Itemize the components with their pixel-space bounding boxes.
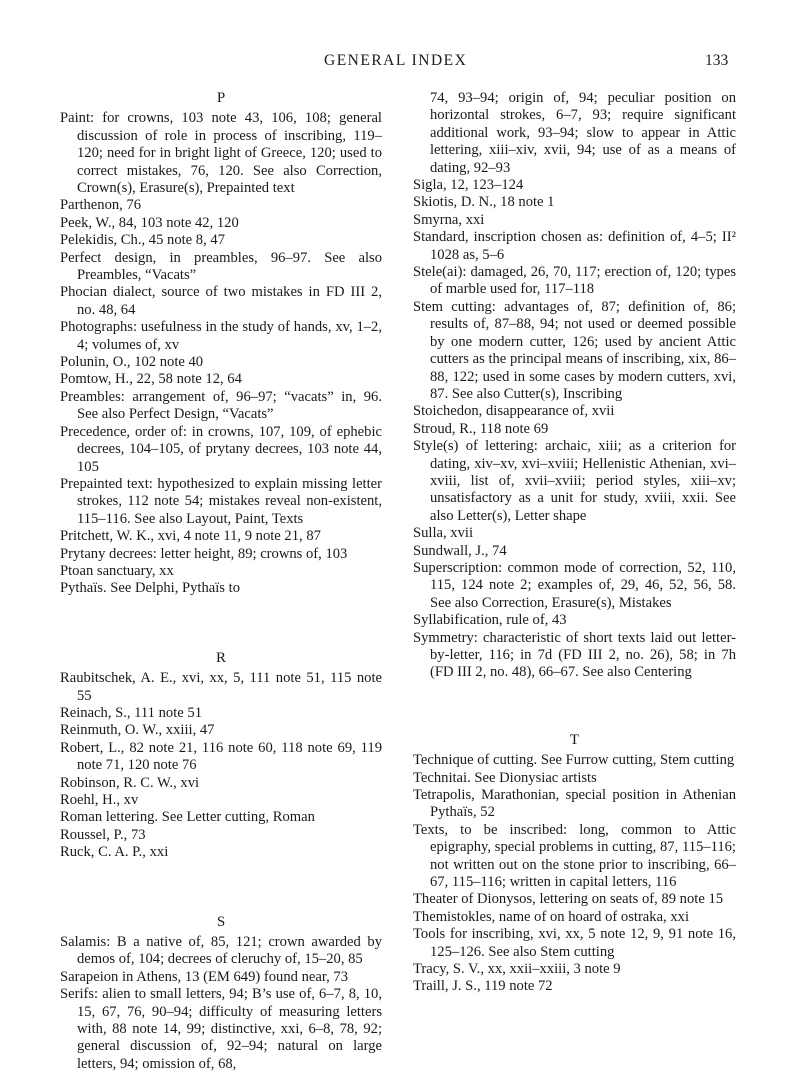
index-entry: Robinson, R. C. W., xvi <box>60 774 200 791</box>
index-entry: Phocian dialect, source of two mistakes in FD III 2, no. 48, 64 <box>60 284 382 318</box>
index-entry: Skiotis, D. N., 18 note 1 <box>413 194 555 211</box>
index-entry: Symmetry: characteristic of short texts laid out letter-by-letter, 116; in 7d (FD III 2, no. 26), 58; in 7h (FD III 2, no. 48), 66–67. See also Centering <box>413 629 736 681</box>
index-entry: Tools for inscribing, xvi, xx, 5 note 12, 9, 91 note 16, 125–126. See also Stem cutting <box>413 926 736 960</box>
index-entry: Preambles: arrangement of, 96–97; “vacats” in, 96. See also Perfect Design, “Vacats” <box>60 388 382 423</box>
index-entry: Parthenon, 76 <box>60 197 142 214</box>
section-letter-r: R <box>215 649 226 666</box>
index-entry: Roman lettering. See Letter cutting, Roman <box>60 809 315 826</box>
index-entry: Precedence, order of: in crowns, 107, 109, of ephebic decrees, 104–105, of prytany decrees, 103 note 44, 105 <box>60 423 382 475</box>
index-entry: Pritchett, W. K., xvi, 4 note 11, 9 note 21, 87 <box>60 528 321 545</box>
index-entry: Smyrna, xxi <box>413 211 485 228</box>
index-entry: Sigla, 12, 123–124 <box>413 177 524 194</box>
index-entry: Pythaïs. See Delphi, Pythaïs to <box>60 580 240 597</box>
index-entry: Stem cutting: advantages of, 87; definition of, 86; results of, 87–88, 94; not used or deemed possible by one modern cutter, 126; used by ancient Attic cutters as the principal means of inscribing, xix, 86–88, 122; used in some cases by modern cutters, xvi, 87. See also Cutter(s), Inscribing <box>413 298 736 402</box>
index-entry: Stoichedon, disappearance of, xvii <box>413 403 615 420</box>
index-entry: Sulla, xvii <box>413 525 473 542</box>
index-entry: Syllabification, rule of, 43 <box>413 612 567 629</box>
section-p-entries <box>60 110 382 597</box>
index-entry: Peek, W., 84, 103 note 42, 120 <box>60 214 239 231</box>
section-r-entries <box>60 670 382 861</box>
index-entry: Sarapeion in Athens, 13 (EM 649) found near, 73 <box>60 968 348 985</box>
index-entry: Stele(ai): damaged, 26, 70, 117; erection of, 120; types of marble used for, 117–118 <box>413 264 736 298</box>
index-entry: Stroud, R., 118 note 69 <box>413 420 549 437</box>
index-entry: Roehl, H., xv <box>60 792 139 808</box>
index-entry: Superscription: common mode of correction, 52, 110, 115, 124 note 2; examples of, 29, 46, 52, 56, 58. See also Correction, Erasure(s), Mistakes <box>413 559 736 611</box>
index-entry: Sundwall, J., 74 <box>413 542 507 559</box>
index-entry: Roussel, P., 73 <box>60 826 146 843</box>
index-entry: Salamis: B a native of, 85, 121; crown awarded by demos of, 104; decrees of cleruchy of, 15–20, 85 <box>60 934 382 968</box>
index-column-left <box>60 90 382 1073</box>
index-entry: Technique of cutting. See Furrow cutting, Stem cutting <box>413 752 735 769</box>
index-entry: Pelekidis, Ch., 45 note 8, 47 <box>60 232 225 249</box>
page-number: 133 <box>705 52 729 69</box>
section-s-entries <box>60 934 382 1073</box>
index-entry: Tracy, S. V., xx, xxii–xxiii, 3 note 9 <box>413 961 621 978</box>
index-entry: Themistokles, name of on hoard of ostraka, xxi <box>413 908 689 925</box>
index-entry: Tetrapolis, Marathonian, special position in Athenian Pythaïs, 52 <box>413 787 736 821</box>
index-entry: Photographs: usefulness in the study of hands, xv, 1–2, 4; volumes of, xv <box>60 319 382 353</box>
index-entry: Style(s) of lettering: archaic, xiii; as a criterion for dating, xiv–xv, xvi–xviii; Hellenistic Athenian, xvi–xviii, list of, xvii–xviii; period styles, xiii–xv; unsatisfactory as a unit for study, xviii, xxii. See also Letter(s), Letter shape <box>413 438 736 524</box>
index-entry: Ptoan sanctuary, xx <box>60 562 174 579</box>
index-column-right <box>413 90 736 996</box>
index-entry: Texts, to be inscribed: long, common to Attic epigraphy, special problems in cutting, 87, 115–116; not written out on the stone prior to inscribing, 66–67, 115–116; written in capital letters, 116 <box>413 821 736 891</box>
index-entry: Standard, inscription chosen as: definition of, 4–5; II² 1028 as, 5–6 <box>413 229 736 263</box>
index-entry: Ruck, C. A. P., xxi <box>60 844 169 861</box>
index-entry: Prytany decrees: letter height, 89; crowns of, 103 <box>60 545 348 562</box>
section-letter-p: P <box>216 90 226 106</box>
section-t-entries <box>413 752 736 996</box>
running-head-title: GENERAL INDEX <box>324 52 468 69</box>
index-entry: Perfect design, in preambles, 96–97. See also Preambles, “Vacats” <box>60 249 382 284</box>
index-entry: Robert, L., 82 note 21, 116 note 60, 118 note 69, 119 note 71, 120 note 76 <box>60 739 382 774</box>
section-letter-t: T <box>569 731 580 748</box>
index-entry: Reinach, S., 111 note 51 <box>60 704 202 721</box>
index-entry: Prepainted text: hypothesized to explain missing letter strokes, 112 note 54; mistakes reveal non-existent, 115–116. See also Layout, Paint, Texts <box>60 475 382 527</box>
section-spacer <box>60 862 382 914</box>
index-entry-continuation: 74, 93–94; origin of, 94; peculiar position on horizontal strokes, 6–7, 93; require significant additional work, 93–94; slow to appear in Attic lettering, xiii–xiv, xvii, 94; use of as a means of dating, 92–93 <box>430 90 736 176</box>
index-entry: Theater of Dionysos, lettering on seats of, 89 note 15 <box>413 891 724 908</box>
index-entry: Serifs: alien to small letters, 94; B’s use of, 6–7, 8, 10, 15, 67, 76, 90–94; difficulty of measuring letters with, 88 note 14, 99; distinctive, xxi, 6–8, 78, 92; general discussion of, 92–94; natural on large letters, 94; omission of, 68, <box>60 986 382 1072</box>
index-entry: Reinmuth, O. W., xxiii, 47 <box>60 722 215 739</box>
index-entry: Technitai. See Dionysiac artists <box>413 769 597 786</box>
index-entry: Traill, J. S., 119 note 72 <box>413 978 553 995</box>
section-spacer <box>413 682 736 732</box>
index-entry: Pomtow, H., 22, 58 note 12, 64 <box>60 371 242 388</box>
section-letter-s: S <box>216 913 226 930</box>
running-header <box>0 52 792 72</box>
index-entry: Polunin, O., 102 note 40 <box>60 354 204 371</box>
index-entry: Paint: for crowns, 103 note 43, 106, 108; general discussion of role in process of inscribing, 119–120; need for in bright light of Greece, 120; used to correct mistakes, 76, 120. See also Correction, Crown(s), Erasure(s), Prepainted text <box>60 110 382 197</box>
index-entry: Raubitschek, A. E., xvi, xx, 5, 111 note 51, 115 note 55 <box>60 670 382 704</box>
section-s-entries-continued <box>413 90 736 682</box>
section-spacer <box>60 598 382 650</box>
